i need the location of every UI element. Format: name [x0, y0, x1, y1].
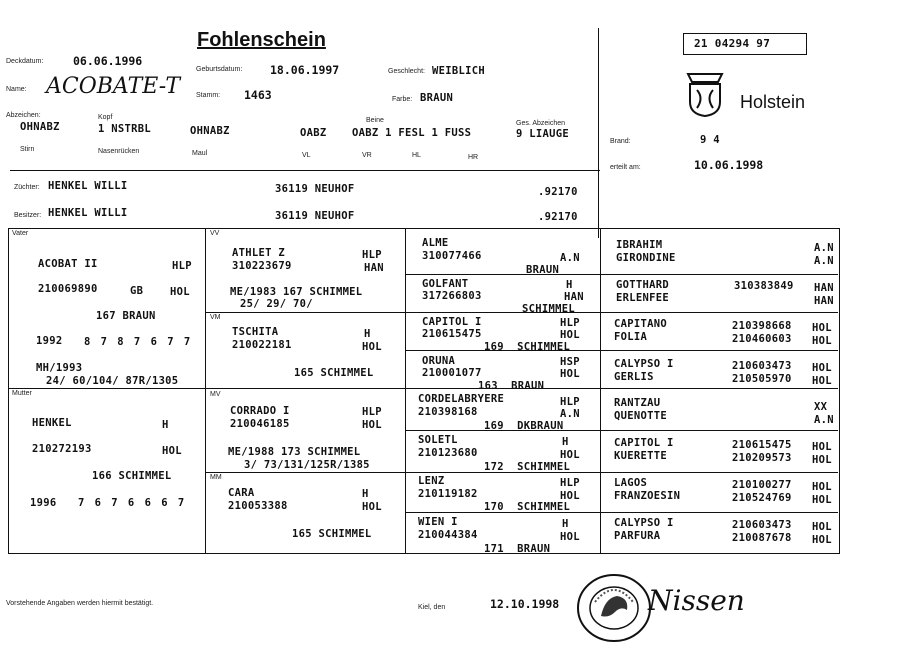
gen4-2-b: FOLIA — [614, 331, 648, 343]
gen3-3-info: 163 BRAUN — [478, 380, 545, 392]
geburtsdatum-value: 18.06.1997 — [270, 63, 340, 77]
horse-name: ACOBATE-T — [46, 74, 181, 99]
zuechter-name: HENKEL WILLI — [48, 180, 128, 192]
vv-name: ATHLET Z — [232, 247, 285, 259]
gen4-5-ar: HOL — [812, 441, 832, 453]
gen4-5-br: HOL — [812, 454, 832, 466]
gen3-5-rasse: HOL — [560, 449, 580, 461]
mutter-rasse: HOL — [162, 445, 182, 457]
gen4-2-ar: HOL — [812, 322, 832, 334]
gen4-1-an: 310383849 — [734, 280, 794, 292]
vv-label: VV — [210, 230, 220, 237]
owners-top-rule — [10, 170, 600, 171]
gen3-7-zucht: H — [562, 518, 569, 530]
vm-label: VM — [210, 314, 221, 321]
zuechter-nr: .92170 — [538, 186, 578, 198]
gen4-3-bn: 210505970 — [732, 373, 792, 385]
mutter-zucht: H — [162, 419, 169, 431]
stamm-label: Stamm: — [196, 92, 221, 99]
gen3-7-rasse: HOL — [560, 531, 580, 543]
mv-label: MV — [210, 391, 221, 398]
gen3-1-zucht: H — [566, 279, 573, 291]
kopf-label: Kopf — [98, 114, 113, 121]
gen3-7-nr: 210044384 — [418, 529, 478, 541]
gen4-1-br: HAN — [814, 295, 834, 307]
gen4-6-a: LAGOS — [614, 477, 648, 489]
gen4-6-b: FRANZOESIN — [614, 490, 681, 502]
gen4-5-bn: 210209573 — [732, 452, 792, 464]
sub-vr: VR — [362, 152, 372, 159]
gen4-0-ar: A.N — [814, 242, 834, 254]
vm-info: 165 SCHIMMEL — [294, 367, 374, 379]
vv-line3: ME/1983 167 SCHIMMEL — [230, 286, 363, 298]
place-label: Kiel, den — [418, 604, 446, 611]
sub-hl: HL — [412, 152, 421, 159]
vater-digits: 8 7 8 7 6 7 7 — [84, 336, 193, 348]
mm-zucht: H — [362, 488, 369, 500]
gen3-4-rasse: A.N — [560, 408, 580, 420]
gen3-4-info: 169 DKBRAUN — [484, 420, 564, 432]
beine-label: Beine — [366, 117, 384, 124]
vater-name: ACOBAT II — [38, 258, 98, 270]
erteilt-value: 10.06.1998 — [694, 158, 764, 172]
gen3-4-name: CORDELABRYERE — [418, 393, 505, 405]
geschlecht-label: Geschlecht: — [388, 68, 425, 75]
mv-line3: ME/1988 173 SCHIMMEL — [228, 446, 361, 458]
vater-rasse: HOL — [170, 286, 190, 298]
mutter-name: HENKEL — [32, 417, 72, 429]
gen3-5-nr: 210123680 — [418, 447, 478, 459]
gen3-4-nr: 210398168 — [418, 406, 478, 418]
gen4-3-ar: HOL — [812, 362, 832, 374]
mm-name: CARA — [228, 487, 255, 499]
page-title: Fohlenschein — [197, 29, 326, 51]
abzeichen-stirn: OHNABZ — [20, 121, 60, 133]
abzeichen-beine: OABZ 1 FESL 1 FUSS — [352, 127, 472, 139]
gen4-0-br: A.N — [814, 255, 834, 267]
vater-zucht: HLP — [172, 260, 192, 272]
gen4-7-a: CALYPSO I — [614, 517, 674, 529]
stamm-value: 1463 — [244, 88, 272, 102]
gen3-0-name: ALME — [422, 237, 449, 249]
gen4-2-br: HOL — [812, 335, 832, 347]
grid-row-g3b — [405, 312, 838, 313]
gen4-4-ar: XX — [814, 401, 828, 413]
besitzer-ort: 36119 NEUHOF — [275, 210, 355, 222]
vm-name: TSCHITA — [232, 326, 279, 338]
vater-mh: MH/1993 — [36, 362, 83, 374]
gen4-4-a: RANTZAU — [614, 397, 661, 409]
grid-row-half — [8, 388, 406, 389]
gen4-1-b: ERLENFEE — [616, 292, 669, 304]
gen3-3-rasse: HOL — [560, 368, 580, 380]
grid-row-g2a — [205, 312, 405, 313]
gen4-5-b: KUERETTE — [614, 450, 667, 462]
vm-nr: 210022181 — [232, 339, 292, 351]
gen3-2-nr: 210615475 — [422, 328, 482, 340]
gen4-3-br: HOL — [812, 375, 832, 387]
sub-nasen: Nasenrücken — [98, 148, 140, 155]
gen3-3-name: ORUNA — [422, 355, 456, 367]
abzeichen-label: Abzeichen: — [6, 112, 41, 119]
gen3-1-info: SCHIMMEL — [522, 303, 575, 315]
gen3-5-name: SOLETL — [418, 434, 458, 446]
mutter-info: 166 SCHIMMEL — [92, 470, 172, 482]
gen4-3-a: CALYPSO I — [614, 358, 674, 370]
zuechter-ort: 36119 NEUHOF — [275, 183, 355, 195]
gen3-6-info: 170 SCHIMMEL — [484, 501, 571, 513]
gen4-0-a: IBRAHIM — [616, 239, 663, 251]
holstein-logo-icon — [680, 70, 730, 123]
gen4-5-a: CAPITOL I — [614, 437, 674, 449]
holstein-logo-text: Holstein — [740, 92, 806, 112]
vater-label: Vater — [12, 230, 29, 237]
gen3-6-nr: 210119182 — [418, 488, 478, 500]
gen3-2-name: CAPITOL I — [422, 316, 482, 328]
mv-name: CORRADO I — [230, 405, 290, 417]
mv-line4: 3/ 73/131/125R/1385 — [244, 459, 370, 471]
mm-rasse: HOL — [362, 501, 382, 513]
gen4-2-a: CAPITANO — [614, 318, 667, 330]
grid-row-g2b — [205, 472, 405, 473]
sub-maul: Maul — [192, 150, 208, 157]
mv-rasse: HOL — [362, 419, 382, 431]
mv-nr: 210046185 — [230, 418, 290, 430]
gen3-2-zucht: HLP — [560, 317, 580, 329]
signature: Nissen — [648, 584, 745, 617]
gen4-5-an: 210615475 — [732, 439, 792, 451]
gen4-3-b: GERLIS — [614, 371, 654, 383]
abzeichen-nasen: 1 NSTRBL — [98, 123, 151, 135]
gen3-6-name: LENZ — [418, 475, 445, 487]
geschlecht-value: WEIBLICH — [432, 65, 485, 77]
gen3-0-nr: 310077466 — [422, 250, 482, 262]
grid-row-g3a — [405, 274, 838, 275]
vv-line4: 25/ 29/ 70/ — [240, 298, 313, 310]
gen4-7-bn: 210087678 — [732, 532, 792, 544]
gen4-6-bn: 210524769 — [732, 492, 792, 504]
gen4-1-ar: HAN — [814, 282, 834, 294]
vater-nr: 210069890 — [38, 283, 98, 295]
brand-value: 9 4 — [700, 134, 720, 146]
gen3-3-nr: 210001077 — [422, 367, 482, 379]
vv-zucht: HLP — [362, 249, 382, 261]
mm-label: MM — [210, 474, 222, 481]
gen3-0-info: BRAUN — [526, 264, 560, 276]
gen3-0-zucht: A.N — [560, 252, 580, 264]
vm-zucht: H — [364, 328, 371, 340]
mutter-digits: 7 6 7 6 6 6 7 — [78, 497, 187, 509]
gen4-6-ar: HOL — [812, 481, 832, 493]
besitzer-label: Besitzer: — [14, 212, 42, 219]
vv-rasse: HAN — [364, 262, 384, 274]
gen4-2-an: 210398668 — [732, 320, 792, 332]
sub-vl: VL — [302, 152, 311, 159]
gen4-0-b: GIRONDINE — [616, 252, 676, 264]
gen4-6-br: HOL — [812, 494, 832, 506]
mutter-jahr: 1996 — [30, 497, 57, 509]
gen3-5-info: 172 SCHIMMEL — [484, 461, 571, 473]
abzeichen-gesamt: 9 LIAUGE — [516, 128, 569, 140]
gen3-7-info: 171 BRAUN — [484, 543, 551, 555]
gen4-1-a: GOTTHARD — [616, 279, 669, 291]
abzeichen-vl: OABZ — [300, 127, 327, 139]
gen4-6-an: 210100277 — [732, 479, 792, 491]
mm-nr: 210053388 — [228, 500, 288, 512]
vater-werte: 24/ 60/104/ 87R/1305 — [46, 375, 179, 387]
grid-row-g3g — [405, 512, 838, 513]
mutter-label: Mutter — [12, 390, 32, 397]
gen4-7-ar: HOL — [812, 521, 832, 533]
farbe-value: BRAUN — [420, 92, 454, 104]
mm-info: 165 SCHIMMEL — [292, 528, 372, 540]
vater-gb: GB — [130, 285, 144, 297]
farbe-label: Farbe: — [392, 96, 413, 103]
gen3-6-rasse: HOL — [560, 490, 580, 502]
gen3-3-zucht: HSP — [560, 356, 580, 368]
gen3-4-zucht: HLP — [560, 396, 580, 408]
besitzer-name: HENKEL WILLI — [48, 207, 128, 219]
grid-col-2 — [405, 228, 406, 553]
besitzer-nr: .92170 — [538, 211, 578, 223]
abzeichen-maul: OHNABZ — [190, 125, 230, 137]
gen4-7-b: PARFURA — [614, 530, 661, 542]
gen4-7-br: HOL — [812, 534, 832, 546]
gen3-6-zucht: HLP — [560, 477, 580, 489]
confirmation-statement: Vorstehende Angaben werden hiermit bestätigt. — [6, 600, 154, 607]
name-label: Name: — [6, 86, 27, 93]
panel-divider — [598, 28, 599, 238]
gen4-4-b: QUENOTTE — [614, 410, 667, 422]
gen4-4-br: A.N — [814, 414, 834, 426]
mv-zucht: HLP — [362, 406, 382, 418]
geburtsdatum-label: Geburtsdatum: — [196, 66, 243, 73]
gen3-1-rasse: HAN — [564, 291, 584, 303]
ges-abzeichen-label: Ges. Abzeichen — [516, 120, 566, 127]
gen3-2-info: 169 SCHIMMEL — [484, 341, 571, 353]
mutter-nr: 210272193 — [32, 443, 92, 455]
brand-label: Brand: — [610, 138, 631, 145]
gen4-3-an: 210603473 — [732, 360, 792, 372]
gen3-5-zucht: H — [562, 436, 569, 448]
gen4-7-an: 210603473 — [732, 519, 792, 531]
grid-row-g3f — [405, 472, 838, 473]
vater-jahr: 1992 — [36, 335, 63, 347]
vm-rasse: HOL — [362, 341, 382, 353]
official-seal-icon — [575, 572, 653, 649]
registration-number: 21 04294 97 — [694, 37, 771, 50]
grid-col-3 — [600, 228, 601, 553]
gen3-1-nr: 317266803 — [422, 290, 482, 302]
vv-nr: 310223679 — [232, 260, 292, 272]
gen3-1-name: GOLFANT — [422, 278, 469, 290]
grid-row-g3d — [405, 388, 838, 389]
grid-row-g3e — [405, 430, 838, 431]
grid-row-g3c — [405, 350, 838, 351]
deckdatum-label: Deckdatum: — [6, 58, 44, 65]
gen3-7-name: WIEN I — [418, 516, 458, 528]
grid-col-1 — [205, 228, 206, 553]
sub-hr: HR — [468, 154, 479, 161]
footer-date: 12.10.1998 — [490, 597, 560, 611]
sub-stirn: Stirn — [20, 146, 35, 153]
vater-info: 167 BRAUN — [96, 310, 156, 322]
gen3-2-rasse: HOL — [560, 329, 580, 341]
gen4-2-bn: 210460603 — [732, 333, 792, 345]
zuechter-label: Züchter: — [14, 184, 40, 191]
erteilt-label: erteilt am: — [610, 164, 641, 171]
deckdatum-value: 06.06.1996 — [73, 54, 143, 68]
